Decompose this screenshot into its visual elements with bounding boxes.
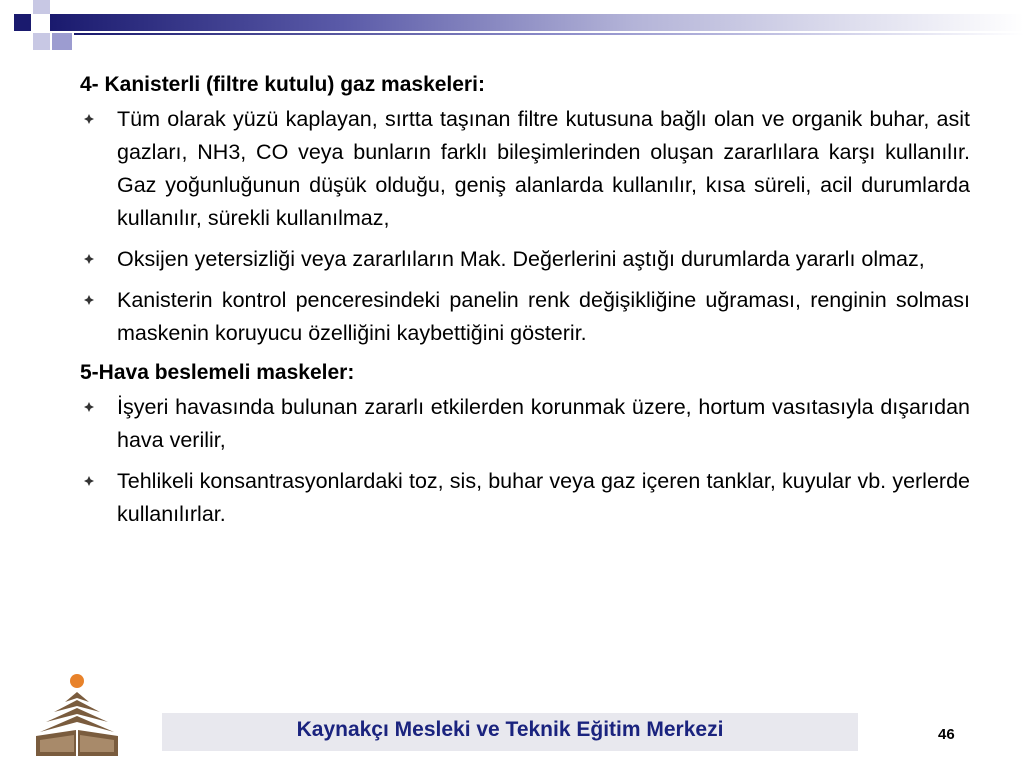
wheat-book-logo-icon <box>34 672 120 758</box>
bullet-text: Kanisterin kontrol penceresindeki panelin renk değişikliğine uğraması, renginin solması maskenin koruyucu özelliğini kaybettiğini gösterir. <box>117 288 970 345</box>
list-item <box>80 243 970 276</box>
header-gradient-line <box>74 33 1024 35</box>
list-item <box>80 465 970 531</box>
deco-square <box>33 0 50 14</box>
diamond-bullet-icon <box>84 114 94 124</box>
bullet-text: Tehlikeli konsantrasyonlardaki toz, sis, buhar veya gaz içeren tanklar, kuyular vb. yerlerde kullanılırlar. <box>117 469 970 526</box>
diamond-bullet-icon <box>84 476 94 486</box>
bullet-text: İşyeri havasında bulunan zararlı etkilerden korunmak üzere, hortum vasıtasıyla dışarıdan hava verilir, <box>117 395 970 452</box>
bullet-text: Tüm olarak yüzü kaplayan, sırtta taşınan filtre kutusuna bağlı olan ve organik buhar, asit gazları, NH3, CO veya bunların farklı bileşimlerinden oluşan zararlılara karşı kullanılır. Gaz yoğunluğunun düşük olduğu, geniş alanlarda kullanılır, kısa süreli, acil durumlarda kullanılır, sürekli kullanılmaz, <box>117 107 970 230</box>
deco-square <box>52 33 72 50</box>
bullet-text: Oksijen yetersizliği veya zararlıların Mak. Değerlerini aştığı durumlarda yararlı olmaz, <box>117 247 925 271</box>
section-heading: 5-Hava beslemeli maskeler: <box>80 361 355 384</box>
list-item <box>80 284 970 350</box>
footer-bar <box>162 713 858 751</box>
header-gradient-bar <box>50 14 1024 31</box>
section-air-supplied-masks <box>80 358 970 531</box>
section-canister-masks <box>80 70 970 350</box>
deco-square <box>33 33 50 50</box>
institution-name: Kaynakçı Mesleki ve Teknik Eğitim Merkezi <box>296 718 724 741</box>
bullet-list <box>80 391 970 531</box>
list-item <box>80 103 970 235</box>
diamond-bullet-icon <box>84 402 94 412</box>
section-heading: 4- Kanisterli (filtre kutulu) gaz maskeleri: <box>80 73 485 96</box>
header-decoration <box>0 0 1024 60</box>
bullet-list <box>80 103 970 350</box>
list-item <box>80 391 970 457</box>
diamond-bullet-icon <box>84 254 94 264</box>
slide-content <box>80 70 970 539</box>
diamond-bullet-icon <box>84 295 94 305</box>
page-number: 46 <box>938 726 955 743</box>
deco-square <box>14 14 31 31</box>
